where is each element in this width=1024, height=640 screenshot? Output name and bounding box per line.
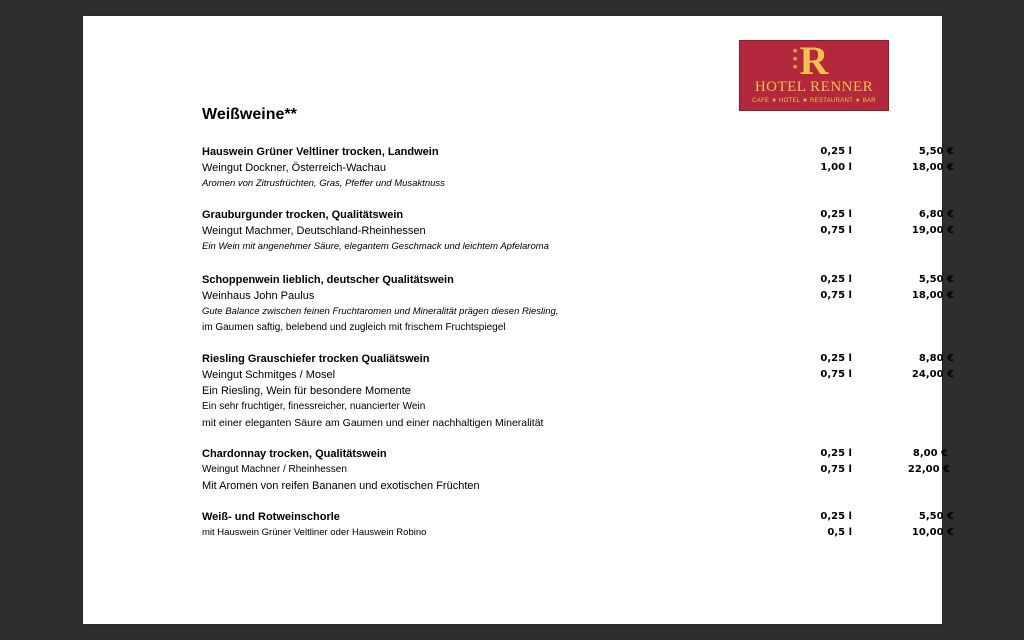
logo-stars: ★ ★ ★ xyxy=(792,47,799,71)
wine-producer: Weingut Machmer, Deutschland-Rheinhessen xyxy=(202,225,426,237)
wine-price: 18,00 € xyxy=(911,162,954,173)
hotel-renner-logo xyxy=(739,40,889,111)
wine-price: 18,00 € xyxy=(911,290,954,301)
wine-name: Schoppenwein lieblich, deutscher Qualitätswein xyxy=(202,274,454,286)
wine-price: 8,80 € xyxy=(918,353,954,364)
wine-price: 24,00 € xyxy=(911,369,954,380)
wine-volume: 0,75 l xyxy=(820,290,852,301)
wine-name: Chardonnay trocken, Qualitätswein xyxy=(202,448,387,460)
wine-volume: 0,25 l xyxy=(820,146,852,157)
wine-producer: Weingut Machner / Rheinhessen xyxy=(202,464,347,475)
wine-volume: 0,25 l xyxy=(820,353,852,364)
wine-item xyxy=(202,351,954,431)
wine-notes: im Gaumen saftig, belebend und zugleich mit frischem Fruchtspiegel xyxy=(202,322,506,333)
wine-notes: Ein Riesling, Wein für besondere Momente xyxy=(202,385,411,397)
wine-name: Riesling Grauschiefer trocken Qualiätswein xyxy=(202,353,430,365)
wine-name: Grauburgunder trocken, Qualitätswein xyxy=(202,209,404,221)
wine-name: Weiß- und Rotweinschorle xyxy=(202,511,340,523)
wine-item xyxy=(202,509,954,541)
wine-price: 5,50 € xyxy=(918,274,954,285)
logo-tagline: CAFE ★ HOTEL ★ RESTAURANT ★ BAR xyxy=(752,98,876,104)
wine-name: Hauswein Grüner Veltliner trocken, Landwein xyxy=(202,146,439,158)
wine-volume: 0,75 l xyxy=(820,464,852,475)
wine-volume: 0,5 l xyxy=(827,527,852,538)
wine-notes: Gute Balance zwischen feinen Fruchtaromen und Mineralität prägen diesen Riesling, xyxy=(202,306,559,317)
wine-volume: 1,00 l xyxy=(820,162,852,173)
wine-producer: Weingut Dockner, Österreich-Wachau xyxy=(202,162,387,174)
wine-item xyxy=(202,207,954,255)
wine-notes: Mit Aromen von reifen Bananen und exotischen Früchten xyxy=(202,480,480,492)
wine-volume: 0,75 l xyxy=(820,369,852,380)
wine-volume: 0,25 l xyxy=(820,274,852,285)
wine-notes: Ein Wein mit angenehmer Säure, elegantem Geschmack und leichtem Apfelaroma xyxy=(202,241,549,252)
wine-item xyxy=(202,446,950,494)
wine-item xyxy=(202,272,954,336)
wine-producer: Weinhaus John Paulus xyxy=(202,290,315,302)
wine-volume: 0,75 l xyxy=(820,225,852,236)
wine-volume: 0,25 l xyxy=(820,448,852,459)
wine-price: 5,50 € xyxy=(918,146,954,157)
wine-notes: Aromen von Zitrusfrüchten, Gras, Pfeffer und Musaktnuss xyxy=(202,178,445,189)
logo-name: HOTEL RENNER xyxy=(754,79,874,95)
logo-letter: R xyxy=(799,38,829,83)
wine-notes: Ein sehr fruchtiger, finessreicher, nuancierter Wein xyxy=(202,401,426,412)
wine-price: 6,80 € xyxy=(918,209,954,220)
wine-price: 22,00 € xyxy=(907,464,950,475)
wine-producer: mit Hauswein Grüner Veltliner oder Hauswein Robino xyxy=(202,527,427,538)
wine-price: 19,00 € xyxy=(911,225,954,236)
wine-producer: Weingut Schmitges / Mosel xyxy=(202,369,336,381)
wine-notes: mit einer eleganten Säure am Gaumen und einer nachhaltigen Mineralität xyxy=(202,417,544,429)
wine-volume: 0,25 l xyxy=(820,511,852,522)
wine-price: 10,00 € xyxy=(911,527,954,538)
wine-volume: 0,25 l xyxy=(820,209,852,220)
wine-price: 8,00 € xyxy=(912,448,948,459)
wine-price: 5,50 € xyxy=(918,511,954,522)
page-title: Weißweine** xyxy=(202,106,297,123)
document-page xyxy=(83,16,954,624)
wine-item xyxy=(202,144,954,192)
